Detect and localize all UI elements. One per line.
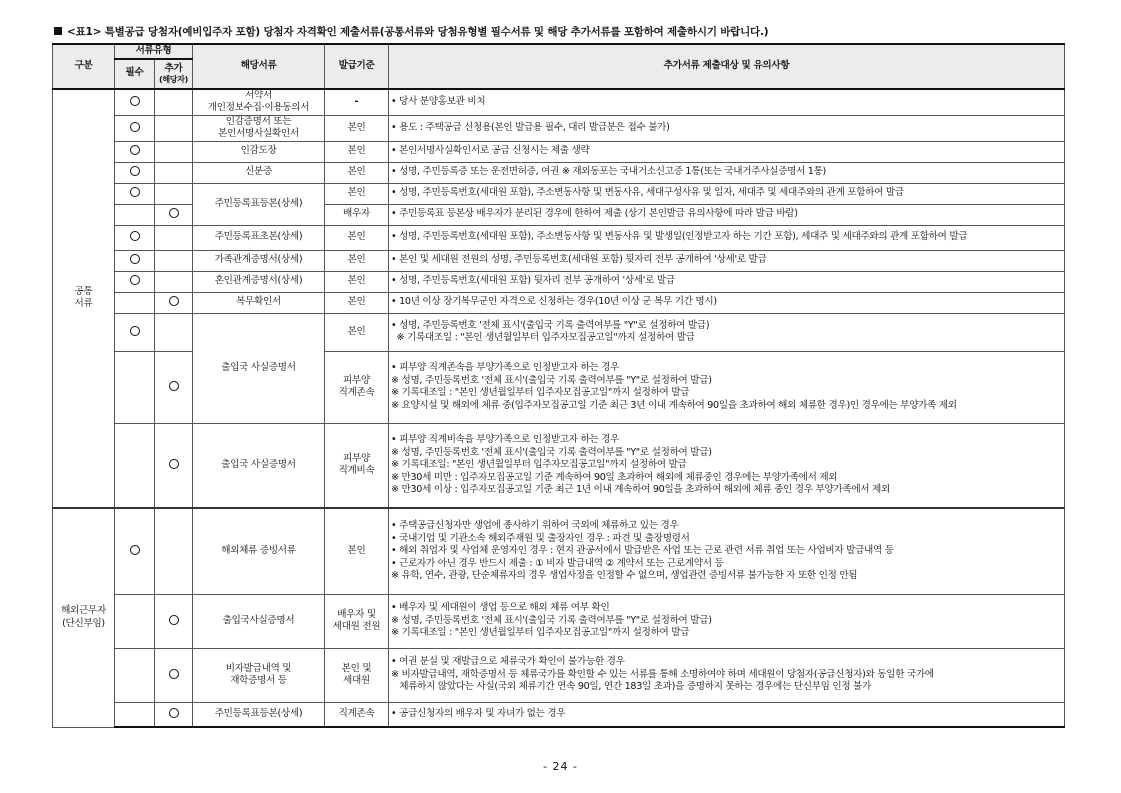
required-mark [115, 508, 155, 594]
notes-cell: • 주민등록표 등본상 배우자가 분리된 경우에 한하여 제출 (상기 본인발급 유의사항에 따라 발급 바람) [389, 204, 1065, 225]
issue-cell: 본인 [325, 162, 389, 183]
required-mark [115, 423, 155, 508]
header-issue: 발급기준 [325, 44, 389, 89]
table-caption: <표1> 특별공급 당첨자(예비입주자 포함) 당첨자 자격확인 제출서류(공통서류와 당첨유형별 필수서류 및 해당 추가서류를 포함하여 제출하시기 바랍니다.) [54, 24, 768, 39]
issue-cell: 본인 [325, 250, 389, 271]
header-additional: 추가 (해당자) [155, 59, 193, 89]
table-row [53, 225, 1065, 250]
issue-cell: 본인 [325, 141, 389, 162]
doc-cell: 복무확인서 [193, 292, 325, 313]
notes-cell: • 본인서명사실확인서로 공급 신청시는 제출 생략 [389, 141, 1065, 162]
notes-cell: • 주택공급신청자만 생업에 종사하기 위하여 국외에 체류하고 있는 경우 • 국내기업 및 기관소속 해외주재원 및 출장자인 경우 : 파견 및 출장명령서 • 해외 취업자 및 사업체 운영자인 경우 : 현지 관공서에서 발급받은 사업 또는 근로 관련 서류 취업 또는 사업비자 발급내역 등 • 근로자가 아닌 경우 반드시 제출 : ① 비자 발급내역 ② 계약서 또는 근로계약서 등 ※ 유학, 연수, 관광, 단순체류자의 경우 생업사정을 인정할 수 없으며, 생업관련 증빙서류 불가능한 자 또한 인정 안됨 [389, 508, 1065, 594]
circle-mark-icon [169, 459, 179, 469]
doc-cell: 인감도장 [193, 141, 325, 162]
doc-cell: 신분증 [193, 162, 325, 183]
additional-mark [155, 648, 193, 702]
required-mark [115, 351, 155, 423]
issue-cell: 본인 및 세대원 [325, 648, 389, 702]
additional-mark [155, 141, 193, 162]
circle-mark-icon [130, 122, 140, 132]
notes-cell: • 본인 및 세대원 전원의 성명, 주민등록번호(세대원 포함) 뒷자리 전부 공개하여 '상세'로 발급 [389, 250, 1065, 271]
header-doc: 해당서류 [193, 44, 325, 89]
table-row [53, 423, 1065, 508]
additional-mark [155, 702, 193, 727]
header-notes: 추가서류 제출대상 및 유의사항 [389, 44, 1065, 89]
page-number: - 24 - [543, 760, 578, 773]
issue-cell: 배우자 및 세대원 전원 [325, 594, 389, 648]
circle-mark-icon [169, 208, 179, 218]
header-required: 필수 [115, 59, 155, 89]
required-mark [115, 271, 155, 292]
circle-mark-icon [130, 254, 140, 264]
required-mark [115, 204, 155, 225]
table-row [53, 250, 1065, 271]
circle-mark-icon [130, 275, 140, 285]
doc-cell: 인감증명서 또는 본인서명사실확인서 [193, 115, 325, 141]
required-mark [115, 292, 155, 313]
notes-cell: • 10년 이상 장기복무군인 자격으로 신청하는 경우(10년 이상 군 복무 기간 명시) [389, 292, 1065, 313]
additional-mark [155, 89, 193, 116]
additional-mark [155, 183, 193, 204]
doc-cell: 출입국 사실증명서 [193, 313, 325, 423]
circle-mark-icon [169, 708, 179, 718]
issue-cell: 본인 [325, 115, 389, 141]
required-mark [115, 141, 155, 162]
additional-mark [155, 423, 193, 508]
required-mark [115, 702, 155, 727]
circle-mark-icon [130, 231, 140, 241]
issue-cell: 피부양 직계존속 [325, 351, 389, 423]
square-bullet-icon [54, 27, 62, 35]
additional-mark [155, 594, 193, 648]
notes-cell: • 성명, 주민등록증 또는 운전면허증, 여권 ※ 재외동포는 국내거소신고증 1통(또는 국내거주사실증명서 1통) [389, 162, 1065, 183]
table-row [53, 313, 1065, 351]
doc-cell: 혼인관계증명서(상세) [193, 271, 325, 292]
table-row [53, 162, 1065, 183]
header-group: 구분 [53, 44, 115, 89]
required-mark [115, 250, 155, 271]
issue-cell: 본인 [325, 508, 389, 594]
notes-cell: • 성명, 주민등록번호 '전체 표시'(출입국 기록 출력여부를 "Y"로 설정하여 발급) ※ 기록대조일 : "본인 생년월일부터 입주자모집공고일"까지 설정하여 발급 [389, 313, 1065, 351]
notes-cell: • 공급신청자의 배우자 및 자녀가 없는 경우 [389, 702, 1065, 727]
table-row [53, 292, 1065, 313]
doc-cell: 비자발급내역 및 재학증명서 등 [193, 648, 325, 702]
circle-mark-icon [169, 296, 179, 306]
header-doc-type: 서류유형 [115, 44, 193, 59]
required-mark [115, 225, 155, 250]
doc-cell: 주민등록표등본(상세) [193, 702, 325, 727]
additional-mark [155, 162, 193, 183]
circle-mark-icon [169, 669, 179, 679]
table-row [53, 271, 1065, 292]
table-row [53, 89, 1065, 116]
group-common: 공통 서류 [53, 89, 115, 509]
issue-cell: - [325, 89, 389, 116]
group-overseas: 해외근무자 (단신부임) [53, 508, 115, 727]
issue-cell: 본인 [325, 225, 389, 250]
required-mark [115, 313, 155, 351]
additional-mark [155, 225, 193, 250]
required-mark [115, 162, 155, 183]
table-row [53, 594, 1065, 648]
doc-cell: 서약서 개인정보수집·이용동의서 [193, 89, 325, 116]
issue-cell: 직계존속 [325, 702, 389, 727]
doc-cell: 주민등록표등본(상세) [193, 183, 325, 225]
issue-cell: 배우자 [325, 204, 389, 225]
notes-cell: • 피부양 직계존속을 부양가족으로 인정받고자 하는 경우 ※ 성명, 주민등록번호 '전체 표시'(출입국 기록 출력여부를 "Y"로 설정하여 발급) ※ 기록대조일 : "본인 생년월일부터 입주자모집공고일"까지 설정하여 발급 ※ 요양시설 및 해외에 체류 중(입주자모집공고일 기준 최근 3년 이내 계속하여 90일을 초과하여 해외 체류한 경우)인 경우에는 부양가족 제외 [389, 351, 1065, 423]
doc-cell: 해외체류 증빙서류 [193, 508, 325, 594]
notes-cell: • 피부양 직계비속을 부양가족으로 인정받고자 하는 경우 ※ 성명, 주민등록번호 '전체 표시'(출입국 기록 출력여부를 "Y"로 설정하여 발급) ※ 기록대조일: "본인 생년월일부터 입주자모집공고일"까지 설정하여 발급 ※ 만30세 미만 : 입주자모집공고일 기준 계속하여 90일 초과하여 해외에 체류중인 경우에는 부양가족에서 제외 ※ 만30세 이상 : 입주자모집공고일 기준 최근 1년 이내 계속하여 90일을 초과하여 해외에 체류 중인 경우 부양가족에서 제외 [389, 423, 1065, 508]
additional-mark [155, 508, 193, 594]
circle-mark-icon [130, 326, 140, 336]
table-row [53, 141, 1065, 162]
notes-cell: • 성명, 주민등록번호(세대원 포함) 뒷자리 전부 공개하여 '상세'로 발급 [389, 271, 1065, 292]
additional-mark [155, 351, 193, 423]
additional-mark [155, 204, 193, 225]
notes-cell: • 당사 분양홍보관 비치 [389, 89, 1065, 116]
issue-cell: 본인 [325, 271, 389, 292]
notes-cell: • 성명, 주민등록번호(세대원 포함), 주소변동사항 및 변동사유, 세대구성사유 및 일자, 세대주 및 세대주와의 관계 포함하여 발급 [389, 183, 1065, 204]
notes-cell: • 성명, 주민등록번호(세대원 포함), 주소변동사항 및 변동사유 및 발생일(인정받고자 하는 기간 포함), 세대주 및 세대주와의 관계 포함하여 발급 [389, 225, 1065, 250]
circle-mark-icon [169, 615, 179, 625]
circle-mark-icon [130, 145, 140, 155]
issue-cell: 본인 [325, 183, 389, 204]
doc-cell: 주민등록표초본(상세) [193, 225, 325, 250]
notes-cell: • 용도 : 주택공급 신청용(본인 발급용 필수, 대리 발급분은 접수 불가) [389, 115, 1065, 141]
additional-mark [155, 292, 193, 313]
circle-mark-icon [130, 96, 140, 106]
notes-cell: • 배우자 및 세대원이 생업 등으로 해외 체류 여부 확인 ※ 성명, 주민등록번호 '전체 표시'(출입국 기록 출력여부를 "Y"로 설정하여 발급) ※ 기록대조일 : "본인 생년월일부터 입주자모집공고일"까지 설정하여 발급 [389, 594, 1065, 648]
circle-mark-icon [130, 187, 140, 197]
required-mark [115, 115, 155, 141]
issue-cell: 본인 [325, 313, 389, 351]
issue-cell: 피부양 직계비속 [325, 423, 389, 508]
required-mark [115, 648, 155, 702]
table-row [53, 183, 1065, 204]
required-mark [115, 183, 155, 204]
issue-cell: 본인 [325, 292, 389, 313]
additional-mark [155, 250, 193, 271]
doc-cell: 가족관계증명서(상세) [193, 250, 325, 271]
document-table [52, 43, 1065, 728]
additional-mark [155, 313, 193, 351]
table-row [53, 702, 1065, 727]
doc-cell: 출입국사실증명서 [193, 594, 325, 648]
circle-mark-icon [169, 381, 179, 391]
notes-cell: • 여권 분실 및 재발급으로 체류국가 확인이 불가능한 경우 ※ 비자발급내역, 재학증명서 등 체류국가를 확인할 수 있는 서류를 통해 소명하여야 하며 세대원이 당첨자(공급신청자)와 동일한 국가에 체류하지 않았다는 사실(국외 체류기간 연속 90일, 연간 183일 초과)을 증명하지 못하는 경우에는 단신부임 인정 불가 [389, 648, 1065, 702]
required-mark [115, 594, 155, 648]
required-mark [115, 89, 155, 116]
circle-mark-icon [130, 545, 140, 555]
table-row [53, 648, 1065, 702]
additional-mark [155, 271, 193, 292]
additional-mark [155, 115, 193, 141]
circle-mark-icon [130, 166, 140, 176]
table-row [53, 115, 1065, 141]
doc-cell: 출입국 사실증명서 [193, 423, 325, 508]
table-row [53, 508, 1065, 594]
